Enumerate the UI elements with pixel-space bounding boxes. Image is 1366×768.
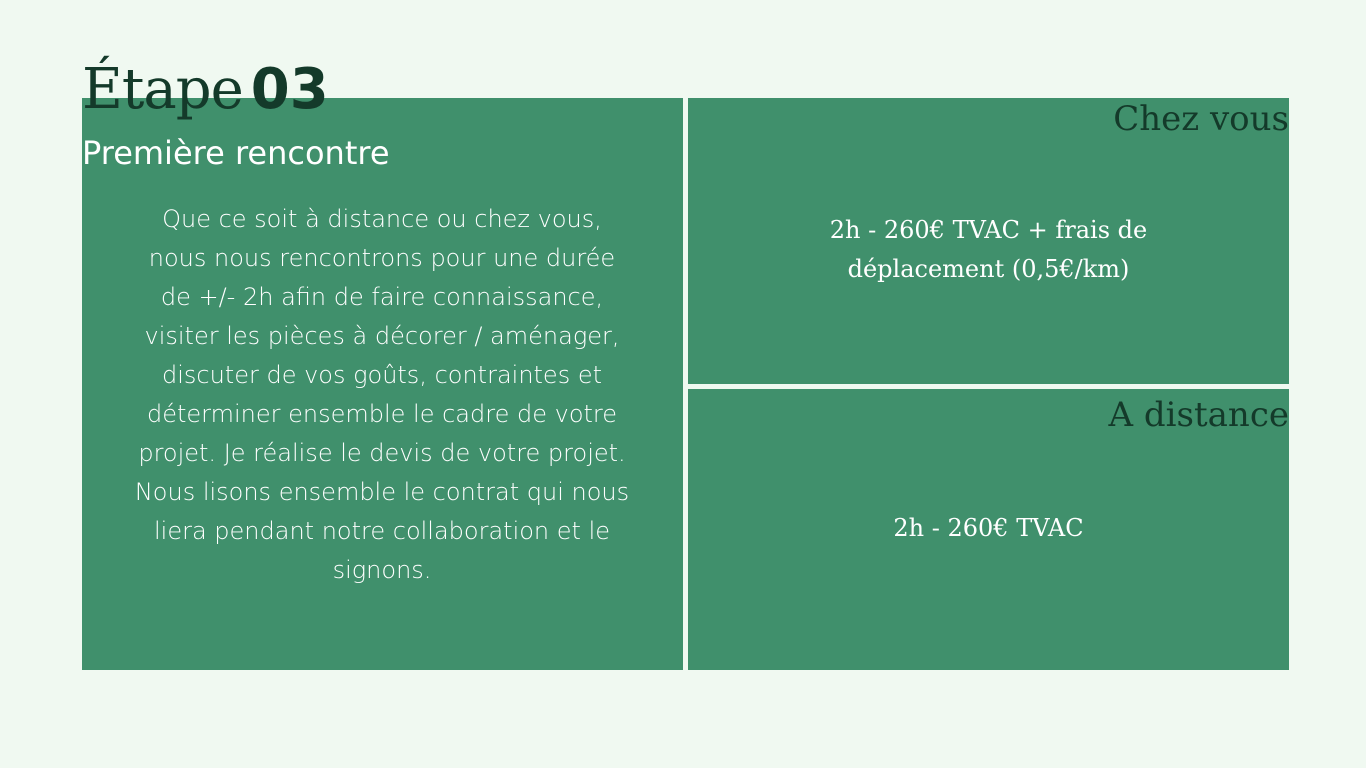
- step-number: 03: [250, 57, 329, 122]
- option-price-chez-vous: 2h - 260€ TVAC + frais de déplacement (0,5€/km): [829, 216, 1148, 283]
- option-price-a-distance: 2h - 260€ TVAC: [893, 514, 1084, 542]
- option-title-a-distance: A distance: [1108, 395, 1289, 435]
- step-description: Que ce soit à distance ou chez vous, nous nous rencontrons pour une durée de +/- 2h afin de faire connaissance, visiter les pièces à décorer / aménager, discuter de vos goûts, contraintes et déterminer ensemble le cadre de votre projet. Je réalise le devis de votre projet. Nous lisons ensemble le contrat qui nous liera pendant notre collaboration et le signons.: [134, 205, 630, 584]
- step-word: Étape: [82, 57, 243, 122]
- step-heading: [82, 57, 329, 122]
- option-title-chez-vous: Chez vous: [1113, 99, 1289, 139]
- step-subtitle: Première rencontre: [82, 134, 390, 172]
